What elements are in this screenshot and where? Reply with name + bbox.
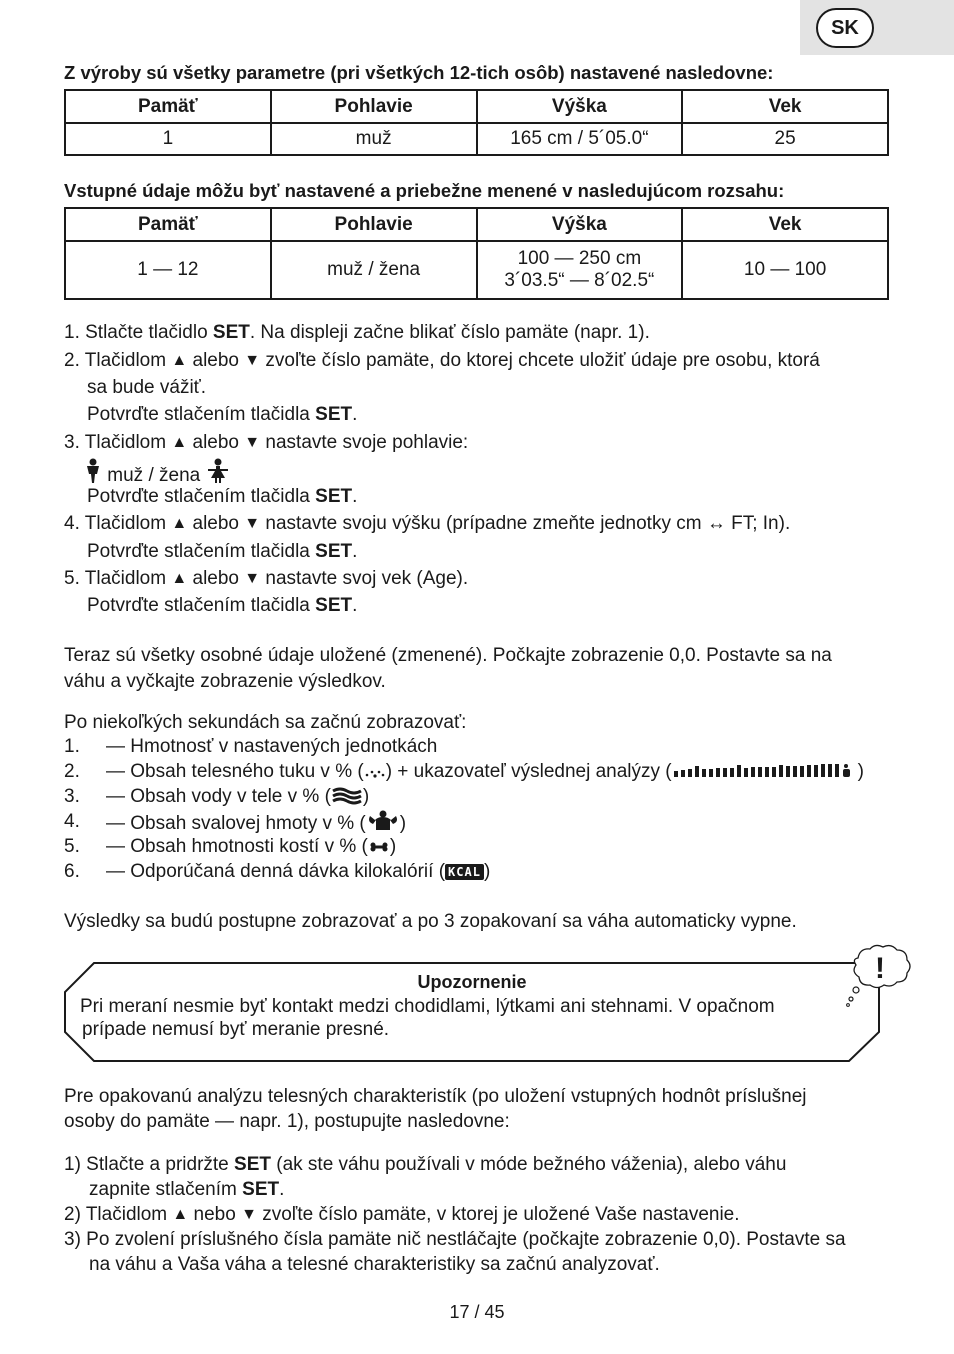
table-header: Výška <box>477 208 683 241</box>
repeat-step-2: 2) Tlačidlom ▲ nebo ▼ zvoľte číslo pamäte, v ktorej je uložené Vaše nastavenie. <box>64 1204 740 1225</box>
table-cell: muž / žena <box>271 241 477 299</box>
repeat-step-1-cont: zapnite stlačením SET. <box>89 1179 285 1200</box>
warning-text-line: Pri meraní nesmie byť kontakt medzi chodidlami, lýtkami ani stehnami. V opačnom <box>80 996 775 1017</box>
table-cell: 165 cm / 5´05.0“ <box>477 123 683 155</box>
results-intro: Po niekoľkých sekundách sa začnú zobrazovať: <box>64 712 467 733</box>
down-triangle-icon: ▼ <box>244 434 261 451</box>
up-triangle-icon: ▲ <box>171 352 188 369</box>
exclamation-bubble-icon <box>844 944 914 1008</box>
gender-line: muž / žena <box>84 458 230 488</box>
paragraph-line: osoby do pamäte — napr. 1), postupujte nasledovne: <box>64 1111 510 1132</box>
list-item: 3. — Obsah vody v tele v % ( ) <box>64 786 370 807</box>
confirm-line: Potvrďte stlačením tlačidla SET. <box>87 404 358 425</box>
step-2-cont: sa bude vážiť. <box>87 377 207 398</box>
down-triangle-icon: ▼ <box>244 352 261 369</box>
language-tab <box>800 0 954 55</box>
table-header: Vek <box>682 90 888 123</box>
up-triangle-icon: ▲ <box>171 515 188 532</box>
repeat-step-1: 1) Stlačte a pridržte SET (ak ste váhu používali v móde bežného váženia), alebo váhu <box>64 1154 787 1175</box>
list-item: 2. — Obsah telesného tuku v % ( ) + ukazovateľ výslednej analýzy ( ) <box>64 761 864 782</box>
confirm-line: Potvrďte stlačením tlačidla SET. <box>87 486 358 507</box>
table-header: Vek <box>682 208 888 241</box>
warning-title: Upozornenie <box>417 972 527 992</box>
list-item: 6. — Odporúčaná denná dávka kilokalórií ( KCAL ) <box>64 861 491 882</box>
step-4: 4. Tlačidlom ▲ alebo ▼ nastavte svoju výšku (prípadne zmeňte jednotky cm ↔ FT; In). <box>64 513 791 534</box>
down-triangle-icon: ▼ <box>241 1206 257 1223</box>
paragraph-line: váhu a vyčkajte zobrazenie výsledkov. <box>64 671 386 692</box>
table-header: Pamäť <box>65 90 271 123</box>
confirm-line: Potvrďte stlačením tlačidla SET. <box>87 595 358 616</box>
page-number: 17 / 45 <box>449 1302 505 1322</box>
up-triangle-icon: ▲ <box>171 434 188 451</box>
analysis-bar-icon <box>672 762 858 780</box>
up-triangle-icon: ▲ <box>172 1206 189 1223</box>
step-3: 3. Tlačidlom ▲ alebo ▼ nastavte svoje pohlavie: <box>64 432 469 453</box>
paragraph-line: Výsledky sa budú postupne zobrazovať a po 3 zopakovaní sa váha automaticky vypne. <box>64 911 797 932</box>
paragraph-line: Teraz sú všetky osobné údaje uložené (zmenené). Počkajte zobrazenie 0,0. Postavte sa na <box>64 645 832 666</box>
table-cell: 10 — 100 <box>682 241 888 299</box>
step-5: 5. Tlačidlom ▲ alebo ▼ nastavte svoj vek (Age). <box>64 568 469 589</box>
table-header: Výška <box>477 90 683 123</box>
warning-text-line: prípade nemusí byť meranie presné. <box>82 1019 390 1040</box>
height-range-ft: 3´03.5“ — 8´02.5“ <box>504 270 655 291</box>
list-item: 5. — Obsah hmotnosti kostí v % ( ) <box>64 836 397 857</box>
factory-heading: Z výroby sú všetky parametre (pri všetkých 12-tich osôb) nastavené nasledovne: <box>64 62 774 83</box>
bone-icon <box>368 839 390 855</box>
table-cell: muž <box>271 123 477 155</box>
down-triangle-icon: ▼ <box>244 515 261 532</box>
list-item: 4. — Obsah svalovej hmoty v % ( ) <box>64 811 407 834</box>
table-cell: 25 <box>682 123 888 155</box>
table-cell: 1 <box>65 123 271 155</box>
repeat-step-3-cont: na váhu a Vaša váha a telesné charakteristiky sa začnú analyzovať. <box>89 1254 660 1275</box>
up-triangle-icon: ▲ <box>171 570 188 587</box>
down-triangle-icon: ▼ <box>244 570 261 587</box>
warning-box <box>64 962 880 1062</box>
body-fat-icon <box>364 766 386 780</box>
step-1: 1. Stlačte tlačidlo SET. Na displeji začne blikať číslo pamäte (napr. 1). <box>64 322 650 343</box>
water-icon <box>331 787 363 805</box>
range-heading: Vstupné údaje môžu byť nastavené a priebežne menené v nasledujúcom rozsahu: <box>64 180 785 201</box>
table-header: Pamäť <box>65 208 271 241</box>
female-figure-icon <box>206 458 230 484</box>
table-cell <box>477 241 683 299</box>
paragraph-line: Pre opakovanú analýzu telesných charakteristík (po uložení vstupných hodnôt príslušnej <box>64 1086 807 1107</box>
height-range-cm: 100 — 250 cm <box>517 248 642 269</box>
factory-table <box>64 89 889 156</box>
language-badge: SK <box>816 8 874 48</box>
confirm-line: Potvrďte stlačením tlačidla SET. <box>87 541 358 562</box>
table-cell: 1 — 12 <box>65 241 271 299</box>
male-figure-icon <box>84 458 102 484</box>
table-header: Pohlavie <box>271 90 477 123</box>
repeat-step-3: 3) Po zvolení príslušného čísla pamäte nič nestláčajte (počkajte zobrazenie 0,0). Postavte sa <box>64 1229 846 1250</box>
bubble-mark: ! <box>875 952 885 985</box>
step-2: 2. Tlačidlom ▲ alebo ▼ zvoľte číslo pamäte, do ktorej chcete uložiť údaje pre osobu, ktorá <box>64 350 820 371</box>
table-header: Pohlavie <box>271 208 477 241</box>
muscle-icon <box>366 810 400 832</box>
kcal-icon: KCAL <box>445 864 484 880</box>
range-table <box>64 207 889 300</box>
list-item: 1. — Hmotnosť v nastavených jednotkách <box>64 736 438 757</box>
